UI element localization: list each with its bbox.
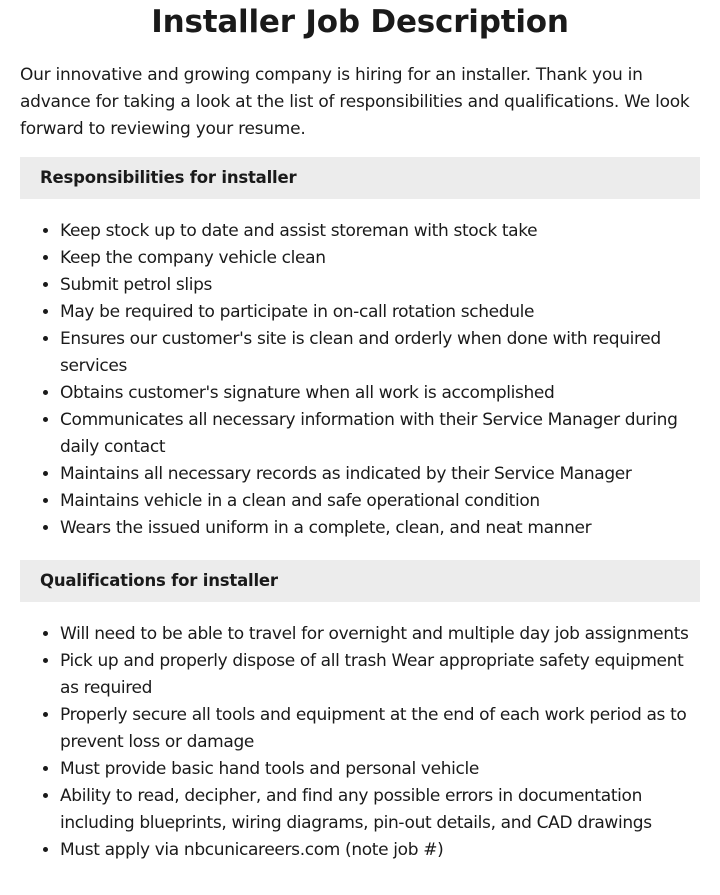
list-item: • May be required to participate in on-call rotation schedule bbox=[60, 299, 700, 326]
list-item: • Keep the company vehicle clean bbox=[60, 245, 700, 272]
responsibilities-heading: Responsibilities for installer bbox=[20, 157, 700, 199]
list-item: • Pick up and properly dispose of all trash Wear appropriate safety equipment as required bbox=[60, 648, 700, 702]
list-item: • Submit petrol slips bbox=[60, 272, 700, 299]
intro-paragraph: Our innovative and growing company is hiring for an installer. Thank you in advance for taking a look at the list of responsibilities and qualifications. We look forward to reviewing your resume. bbox=[20, 65, 690, 139]
list-item: • Ensures our customer's site is clean and orderly when done with required services bbox=[60, 326, 700, 380]
list-item: • Wears the issued uniform in a complete, clean, and neat manner bbox=[60, 515, 700, 542]
responsibilities-list bbox=[20, 218, 700, 542]
list-item: • Will need to be able to travel for overnight and multiple day job assignments bbox=[60, 621, 700, 648]
list-item: • Communicates all necessary information with their Service Manager during daily contact bbox=[60, 407, 700, 461]
list-item: • Must apply via nbcunicareers.com (note job #) bbox=[60, 837, 700, 864]
list-item: • Maintains vehicle in a clean and safe operational condition bbox=[60, 488, 700, 515]
qualifications-list bbox=[20, 621, 700, 864]
qualifications-heading: Qualifications for installer bbox=[20, 560, 700, 602]
page-title: Installer Job Description bbox=[151, 4, 569, 40]
list-item: • Obtains customer's signature when all work is accomplished bbox=[60, 380, 700, 407]
list-item: • Keep stock up to date and assist storeman with stock take bbox=[60, 218, 700, 245]
list-item: • Properly secure all tools and equipment at the end of each work period as to prevent loss or damage bbox=[60, 702, 700, 756]
list-item: • Must provide basic hand tools and personal vehicle bbox=[60, 756, 700, 783]
list-item: • Ability to read, decipher, and find any possible errors in documentation including blueprints, wiring diagrams, pin-out details, and CAD drawings bbox=[60, 783, 700, 837]
list-item: • Maintains all necessary records as indicated by their Service Manager bbox=[60, 461, 700, 488]
